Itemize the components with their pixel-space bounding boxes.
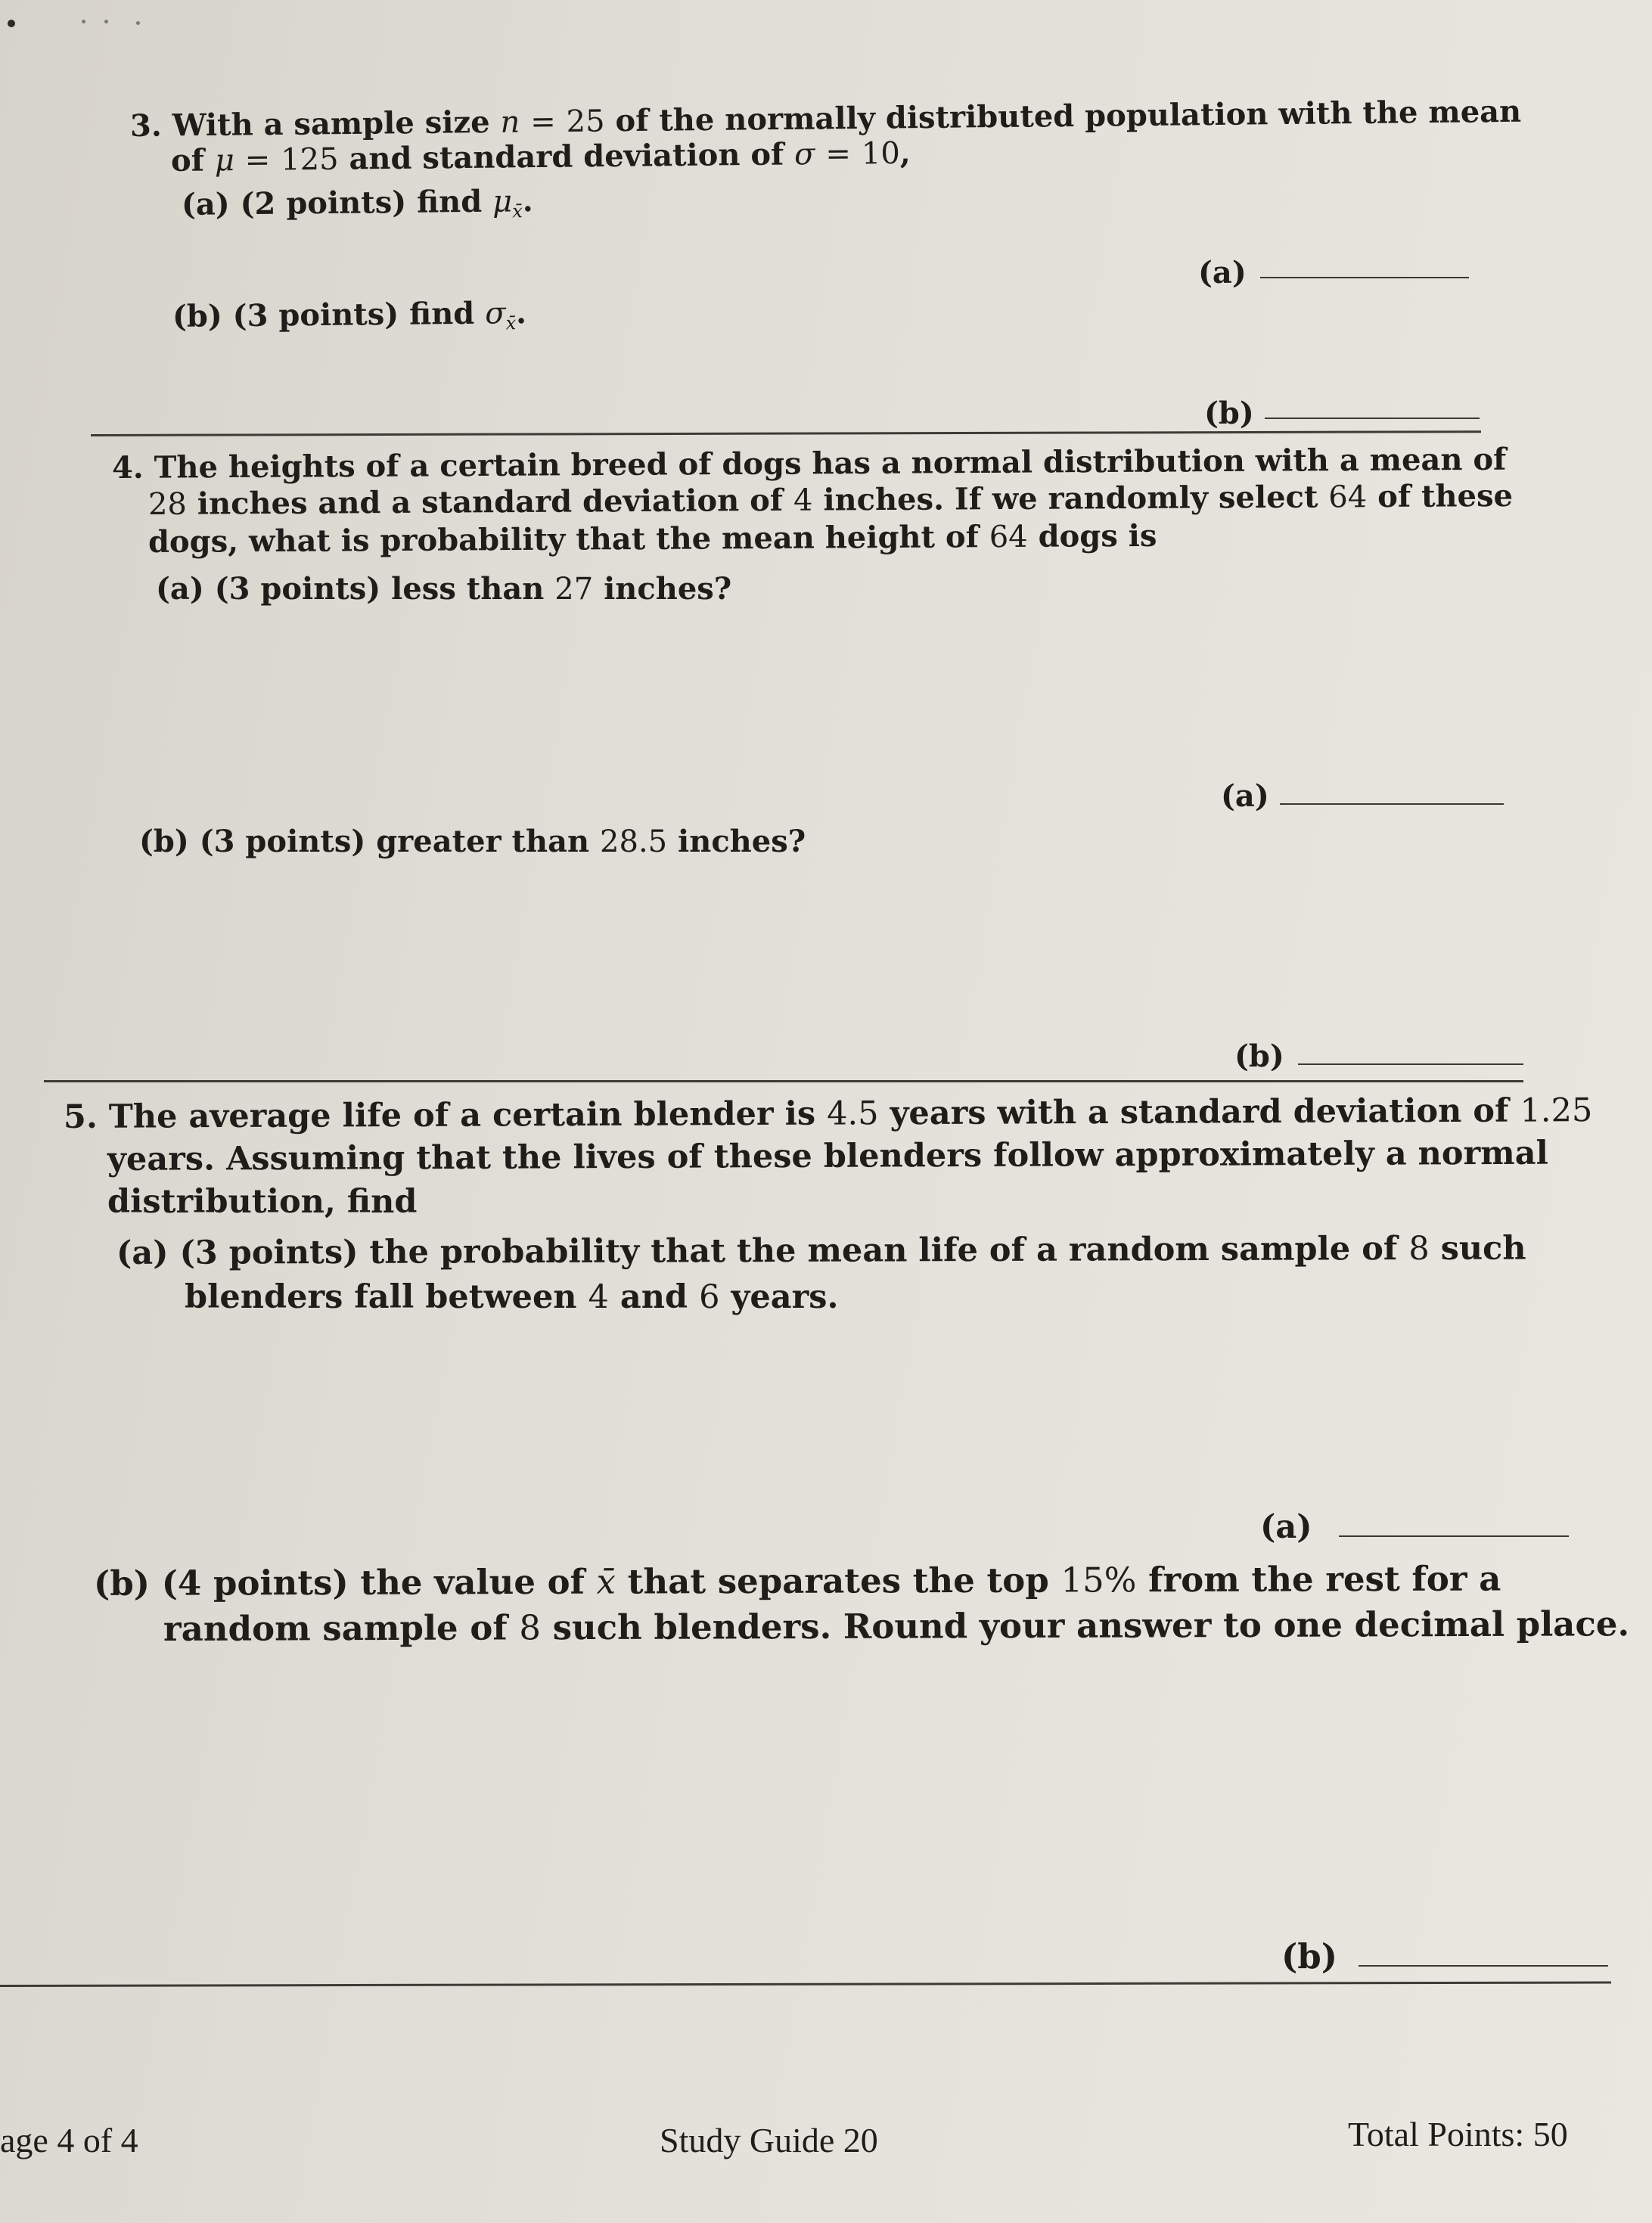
q5-part-a-line2: blenders fall between 4 and 6 years. (185, 1278, 839, 1316)
q5-part-a-line1: (a) (3 points) the probability that the mean life of a random sample of 8 such (116, 1229, 1526, 1272)
q4-answer-a-label: (a) (1221, 778, 1269, 814)
q3-part-a: (a) (2 points) find $\mu_{x̄}$. (181, 183, 533, 222)
corner-speck (136, 21, 140, 25)
page-number: age 4 of 4 (0, 2121, 138, 2159)
q4-part-b: (b) (3 points) greater than 28.5 inches? (139, 824, 806, 859)
q3-divider (91, 430, 1481, 436)
q3-statement-line2: of μ = 125 and standard deviation of σ = 10, (170, 135, 911, 179)
q5-answer-a-blank[interactable] (1339, 1535, 1569, 1537)
q4-part-a: (a) (3 points) less than 27 inches? (156, 571, 732, 607)
total-points: Total Points: 50 (1348, 2115, 1568, 2153)
q5-part-b-line1: (b) (4 points) the value of x̄ that separates the top 15% from the rest for a (93, 1558, 1501, 1604)
q4-statement-line2: 28 inches and a standard deviation of 4 inches. If we randomly select 64 of these (148, 477, 1514, 522)
q4-answer-b-label: (b) (1234, 1039, 1284, 1074)
corner-speck (82, 20, 85, 23)
q3-answer-b-label: (b) (1204, 396, 1254, 431)
corner-speck (104, 20, 108, 23)
q5-divider (0, 1982, 1611, 1987)
corner-speck (8, 20, 15, 27)
q3-answer-a-label: (a) (1198, 255, 1247, 290)
q4-divider (44, 1080, 1523, 1082)
q3-answer-b-blank[interactable] (1265, 418, 1480, 419)
q5-statement-line2: years. Assuming that the lives of these blenders follow approximately a normal (107, 1134, 1549, 1178)
q4-statement-line1: 4. The heights of a certain breed of dogs has a normal distribution with a mean of (111, 441, 1507, 486)
q5-answer-a-label: (a) (1260, 1508, 1312, 1546)
q4-answer-a-blank[interactable] (1280, 803, 1504, 805)
q5-part-b-line2: random sample of 8 such blenders. Round your answer to one decimal place. (163, 1604, 1630, 1649)
q3-statement-line1: 3. With a sample size n = 25 of the normally distributed population with the mean (129, 93, 1522, 144)
q5-answer-b-blank[interactable] (1359, 1965, 1608, 1967)
q3-part-b: (b) (3 points) find $\sigma_{x̄}$. (172, 295, 527, 334)
q5-statement-line1: 5. The average life of a certain blender is 4.5 years with a standard deviation of 1.25 (63, 1091, 1593, 1136)
q5-statement-line3: distribution, find (107, 1183, 418, 1221)
q4-answer-b-blank[interactable] (1298, 1063, 1523, 1065)
q4-statement-line3: dogs, what is probability that the mean height of 64 dogs is (148, 517, 1157, 560)
document-title: Study Guide 20 (660, 2121, 878, 2159)
q3-answer-a-blank[interactable] (1260, 277, 1469, 278)
q5-answer-b-label: (b) (1281, 1936, 1338, 1976)
